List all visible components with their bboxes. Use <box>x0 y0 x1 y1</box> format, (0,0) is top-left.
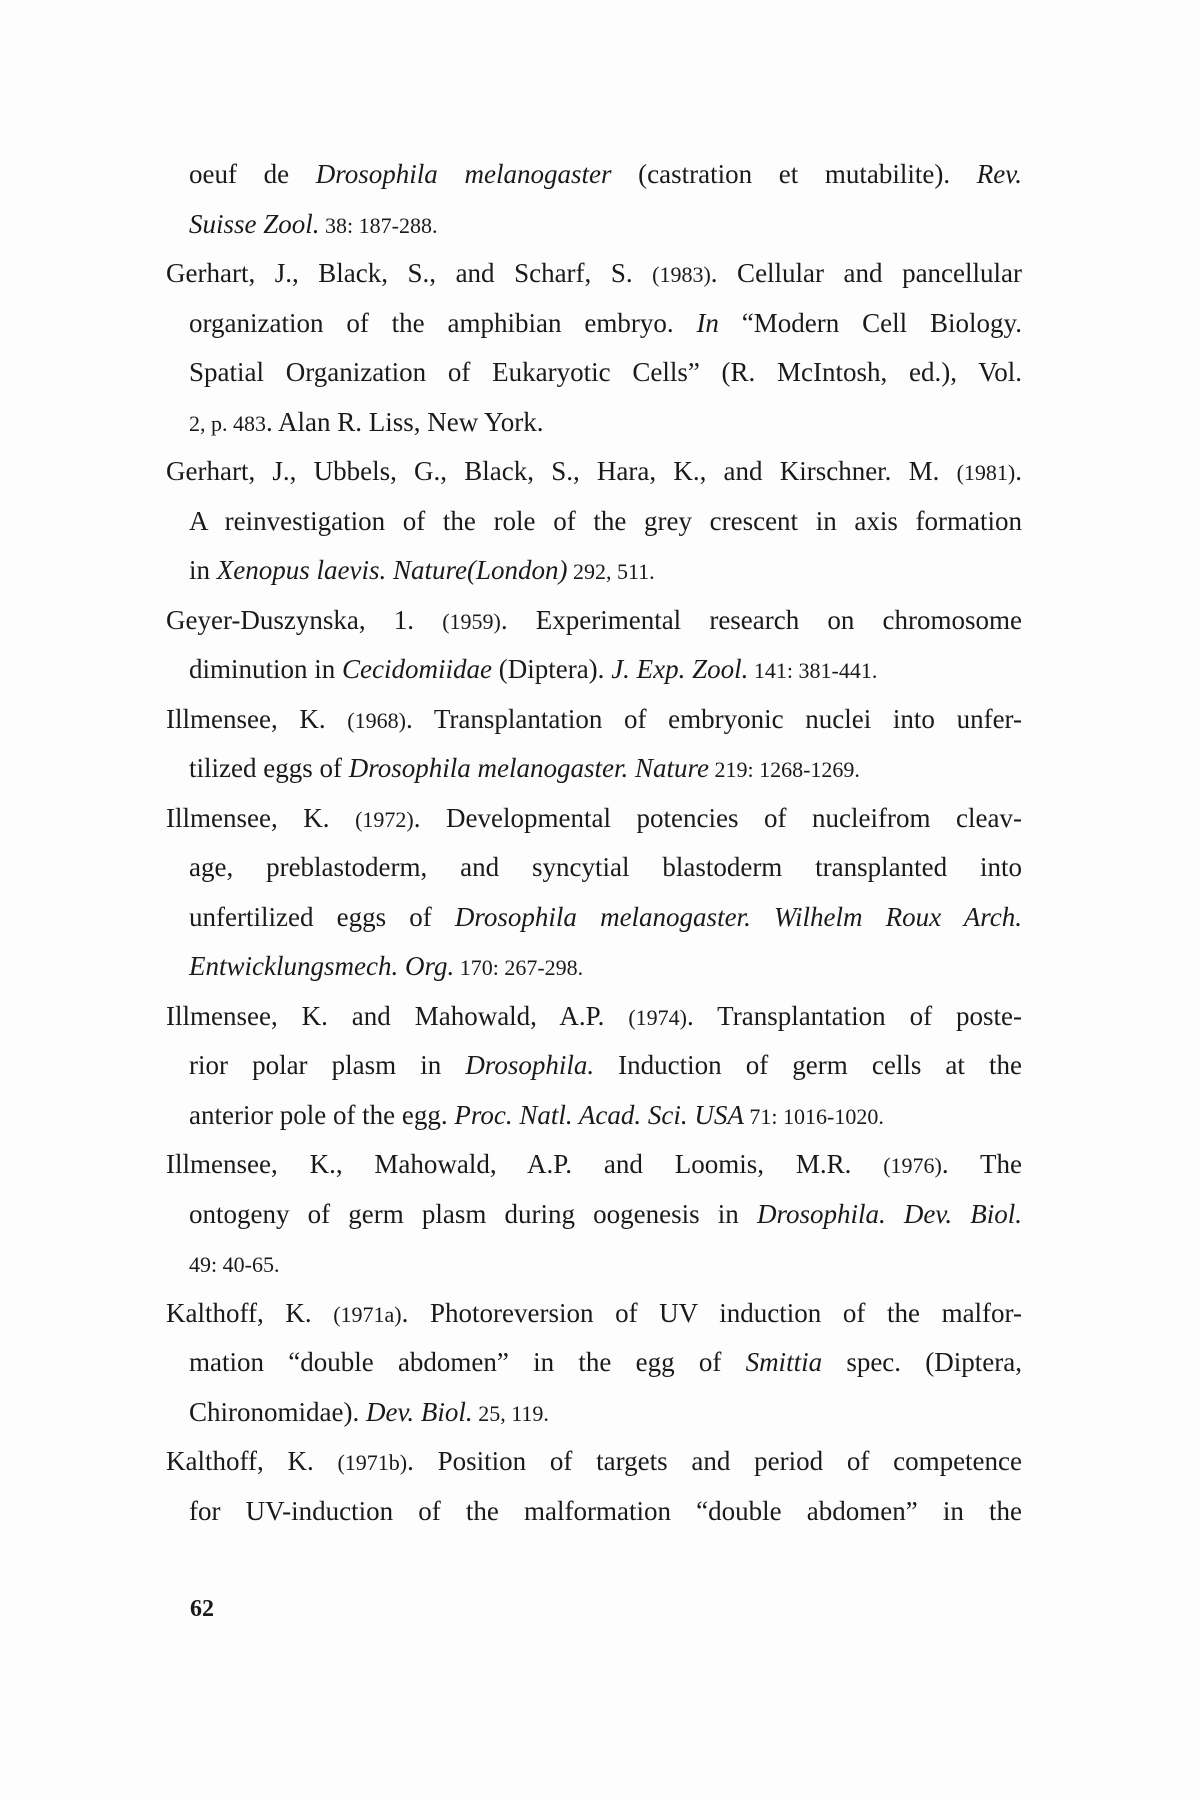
reference-line <box>166 402 1022 452</box>
italic-text: J. Exp. Zool. <box>611 654 749 684</box>
text-segment: 141: 381-441. <box>748 658 878 683</box>
text-segment: “Modern Cell Biology. <box>718 307 1022 338</box>
text-segment: anterior pole of the egg. <box>189 1099 455 1130</box>
text-segment: for UV-induction of the malformation “double abdomen” in the <box>189 1495 1022 1526</box>
text-segment: diminution in <box>189 654 343 684</box>
reference-line <box>166 1342 1022 1392</box>
reference-entry <box>166 798 1022 996</box>
reference-line <box>166 1491 1022 1541</box>
italic-text: Smittia <box>745 1347 823 1377</box>
text-segment: 71: 1016-1020. <box>743 1103 884 1129</box>
text-segment: . Developmental potencies of nucleifrom cleav- <box>413 802 1023 833</box>
reference-line <box>166 1392 1022 1442</box>
reference-entry <box>166 1293 1022 1442</box>
text-segment: (1981) <box>956 460 1016 485</box>
italic-text: Entwicklungsmech. Org. <box>189 951 455 981</box>
italic-text: Rev. <box>976 159 1022 189</box>
text-segment: spec. (Diptera, <box>822 1347 1022 1377</box>
italic-text: Suisse Zool. <box>189 208 320 239</box>
reference-entry <box>166 253 1022 451</box>
text-segment: . Transplantation of embryonic nuclei into unfer- <box>405 703 1023 734</box>
text-segment: (1976) <box>883 1153 942 1178</box>
text-segment: 38: 187-288. <box>319 212 438 238</box>
reference-line <box>166 996 1022 1046</box>
reference-line <box>166 649 1022 699</box>
text-segment: . Cellular and pancellular <box>710 258 1023 288</box>
text-segment: (1971b) <box>337 1450 408 1475</box>
text-segment: Chironomidae). <box>189 1396 366 1427</box>
text-segment: Kalthoff, K. <box>166 1297 334 1328</box>
reference-line <box>166 550 1022 600</box>
text-segment: unfertilized eggs of <box>189 901 455 932</box>
reference-line <box>166 451 1022 501</box>
reference-line <box>166 946 1022 996</box>
reference-line <box>166 204 1022 254</box>
text-segment: Illmensee, K. and Mahowald, A.P. <box>166 1000 629 1031</box>
text-segment: tilized eggs of <box>189 753 349 783</box>
text-segment: . <box>1015 456 1022 486</box>
text-segment: 292, 511. <box>567 559 655 584</box>
reference-entry <box>166 451 1022 600</box>
text-segment: . Experimental research on chromosome <box>500 604 1023 635</box>
text-segment: Gerhart, J., Ubbels, G., Black, S., Hara, K., and Kirschner. M. <box>166 456 957 486</box>
text-segment: (1974) <box>628 1004 687 1030</box>
italic-text: Dev. Biol. <box>365 1396 473 1427</box>
text-segment: . Transplantation of poste- <box>686 1000 1022 1031</box>
reference-line <box>166 1293 1022 1343</box>
reference-line <box>166 1441 1022 1491</box>
italic-text: Cecidomiidae <box>342 654 492 684</box>
text-segment: oeuf de <box>189 159 316 189</box>
text-segment: . Position of targets and period of competence <box>407 1446 1023 1476</box>
text-segment: A reinvestigation of the role of the grey crescent in axis formation <box>189 505 1022 536</box>
text-segment: 170: 267-298. <box>454 955 584 980</box>
text-segment: Illmensee, K., Mahowald, A.P. and Loomis, M.R. <box>166 1149 884 1179</box>
text-segment: 219: 1268-1269. <box>708 757 860 782</box>
text-segment: age, preblastoderm, and syncytial blastoderm transplanted into <box>189 852 1022 882</box>
text-segment: Illmensee, K. <box>166 703 348 734</box>
italic-text: Proc. Natl. Acad. Sci. USA <box>454 1099 744 1130</box>
text-segment: (1972) <box>355 806 414 832</box>
reference-entry <box>166 154 1022 253</box>
text-segment: (1959) <box>442 608 501 634</box>
reference-line <box>166 897 1022 947</box>
reference-line <box>166 1095 1022 1145</box>
reference-list <box>166 154 1022 1540</box>
reference-line <box>166 352 1022 402</box>
italic-text: Drosophila melanogaster. Wilhelm Roux Arch. <box>454 901 1022 932</box>
text-segment: . The <box>941 1149 1022 1179</box>
reference-line <box>166 600 1022 650</box>
reference-line <box>166 1243 1022 1293</box>
text-segment: Induction of germ cells at the <box>594 1050 1022 1080</box>
italic-text: Drosophila melanogaster <box>315 159 612 189</box>
reference-entry <box>166 600 1022 699</box>
text-segment: mation “double abdomen” in the egg of <box>189 1347 746 1377</box>
text-segment: Kalthoff, K. <box>166 1446 338 1476</box>
text-segment: (1983) <box>652 262 711 287</box>
text-segment: Illmensee, K. <box>166 802 356 833</box>
italic-text: Drosophila. <box>465 1050 595 1080</box>
reference-entry <box>166 996 1022 1145</box>
reference-line <box>166 303 1022 353</box>
text-segment: in <box>189 555 217 585</box>
text-segment: ontogeny of germ plasm during oogenesis in <box>189 1198 757 1229</box>
italic-text: Drosophila. Dev. Biol. <box>756 1198 1022 1229</box>
text-segment: . Photoreversion of UV induction of the malfor- <box>401 1297 1022 1328</box>
italic-text: In <box>696 307 719 338</box>
text-segment: 2, p. 483 <box>189 410 266 436</box>
reference-line <box>166 501 1022 551</box>
text-segment: (1968) <box>347 707 406 733</box>
text-segment: (castration et mutabilite). <box>611 159 977 189</box>
text-segment: (1971a) <box>333 1301 402 1327</box>
text-segment: rior polar plasm in <box>189 1050 466 1080</box>
reference-line <box>166 1144 1022 1194</box>
text-segment: Gerhart, J., Black, S., and Scharf, S. <box>166 258 653 288</box>
text-segment: 25, 119. <box>472 1400 549 1426</box>
reference-line <box>166 1194 1022 1244</box>
reference-entry <box>166 1441 1022 1540</box>
text-segment: . Alan R. Liss, New York. <box>266 406 544 437</box>
text-segment: 49: 40-65. <box>189 1252 280 1277</box>
reference-line <box>166 699 1022 749</box>
text-segment: (Diptera). <box>491 654 612 684</box>
italic-text: Xenopus laevis. Nature(London) <box>216 555 568 585</box>
reference-line <box>166 154 1022 204</box>
reference-line <box>166 1045 1022 1095</box>
text-segment: Geyer-Duszynska, 1. <box>166 604 443 635</box>
reference-entry <box>166 1144 1022 1293</box>
reference-line <box>166 748 1022 798</box>
reference-line <box>166 798 1022 848</box>
italic-text: Drosophila melanogaster. Nature <box>348 753 709 783</box>
page-number: 62 <box>190 1596 214 1622</box>
reference-entry <box>166 699 1022 798</box>
reference-line <box>166 847 1022 897</box>
text-segment: organization of the amphibian embryo. <box>189 307 697 338</box>
reference-line <box>166 253 1022 303</box>
text-segment: Spatial Organization of Eukaryotic Cells” (R. McIntosh, ed.), Vol. <box>189 357 1022 387</box>
